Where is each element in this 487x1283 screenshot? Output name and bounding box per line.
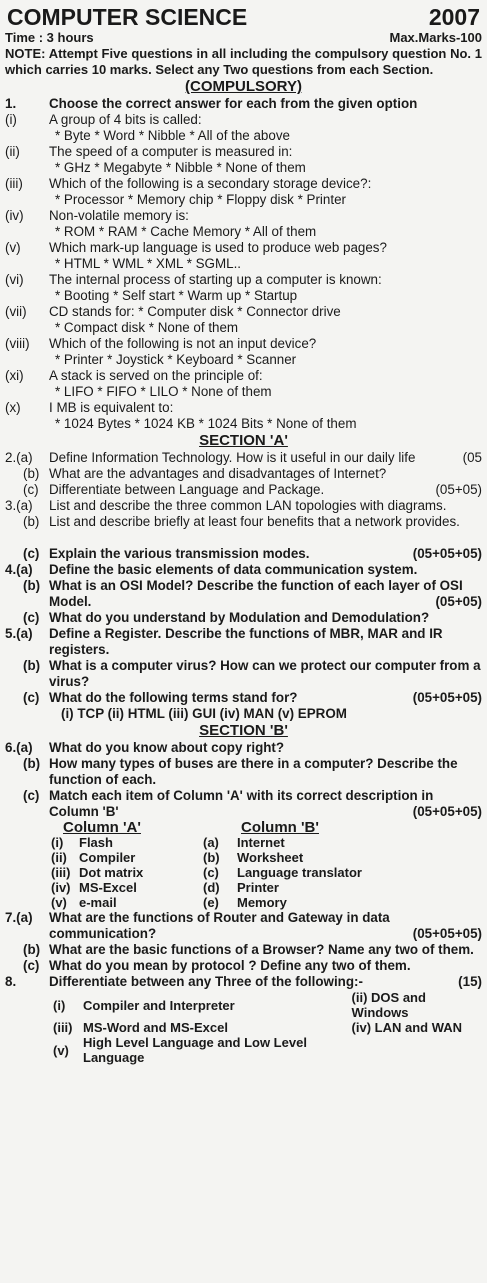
column-b-item: Printer	[237, 880, 279, 895]
question-number: (c)	[23, 788, 40, 803]
column-a-item: Compiler	[79, 850, 136, 865]
mcq-item	[5, 112, 482, 128]
question-text	[49, 974, 482, 990]
marks: (05+05+05)	[412, 926, 482, 941]
max-marks: Max.Marks-100	[389, 30, 482, 45]
item-text-2	[352, 1035, 482, 1065]
time-allowed: Time : 3 hours	[5, 30, 94, 45]
question-body: What do the following terms stand for?	[49, 690, 298, 705]
question-3c	[5, 546, 482, 562]
match-row	[49, 880, 364, 895]
column-a-item: Dot matrix	[79, 865, 144, 880]
question-number: 5.(a)	[5, 626, 33, 641]
question-body: Differentiate between any Three of the following:-	[49, 974, 363, 989]
question-number: (c)	[23, 546, 40, 561]
question-text	[49, 482, 482, 498]
question-number: 8.	[5, 974, 17, 989]
header-info	[5, 30, 482, 46]
mcq-options: * Booting * Self start * Warm up * Startup	[55, 288, 298, 303]
mcq-question: I MB is equivalent to:	[49, 400, 174, 415]
mcq-item	[5, 240, 482, 256]
mcq-question: The internal process of starting up a computer is known:	[49, 272, 382, 287]
question-text: Define the basic elements of data communication system.	[49, 562, 418, 577]
column-b-item: Memory	[237, 895, 287, 910]
question-number: (b)	[23, 514, 40, 529]
question-text	[49, 788, 482, 820]
question-number: 1.	[5, 96, 17, 111]
mcq-number: (vi)	[5, 272, 24, 287]
question-number: (c)	[23, 690, 40, 705]
question-number: (c)	[23, 958, 40, 973]
section-a-heading: SECTION 'A'	[199, 432, 288, 449]
instructions-note: NOTE: Attempt Five questions in all including the compulsory question No. 1 which carries 10 marks. Select any Two questions from each Section.	[5, 46, 482, 77]
mcq-options: * LIFO * FIFO * LILO * None of them	[55, 384, 272, 399]
column-b-number: (b)	[203, 850, 220, 865]
column-b-number: (c)	[203, 865, 219, 880]
mcq-options: * HTML * WML * XML * SGML..	[55, 256, 242, 271]
question-text: What are the basic functions of a Browser? Name any two of them.	[49, 942, 474, 957]
mcq-number: (ii)	[5, 144, 20, 159]
mcq-question: Non-volatile memory is:	[49, 208, 189, 223]
question-body: Differentiate between Language and Package.	[49, 482, 325, 497]
question-5c-terms: (i) TCP (ii) HTML (iii) GUI (iv) MAN (v) EPROM	[61, 706, 347, 721]
mcq-number: (v)	[5, 240, 21, 255]
marks: (05+05)	[435, 594, 482, 609]
column-b-heading: Column 'B'	[241, 819, 319, 836]
question-number: (b)	[23, 942, 41, 957]
column-b-item: Worksheet	[237, 850, 304, 865]
exam-year: 2007	[428, 4, 480, 30]
question-1	[5, 96, 482, 112]
column-a-heading: Column 'A'	[63, 819, 141, 836]
mcq-options: * Printer * Joystick * Keyboard * Scanner	[55, 352, 297, 367]
mcq-question: The speed of a computer is measured in:	[49, 144, 293, 159]
mcq-options: * Byte * Word * Nibble * All of the above	[55, 128, 290, 143]
question-4b	[5, 578, 482, 610]
question-6b	[5, 756, 482, 788]
question-number: 3.(a)	[5, 498, 33, 513]
question-6a	[5, 740, 482, 756]
differentiate-rows	[53, 990, 482, 1065]
item-number: (v)	[53, 1042, 69, 1058]
question-text: What is a computer virus? How can we protect our computer from a virus?	[49, 658, 481, 689]
question-2a	[5, 450, 482, 466]
mcq-question: CD stands for: * Computer disk * Connector drive	[49, 304, 341, 319]
compulsory-heading: (COMPULSORY)	[185, 78, 302, 95]
mcq-question: A stack is served on the principle of:	[49, 368, 263, 383]
mcq-item	[5, 336, 482, 352]
mcq-number: (xi)	[5, 368, 24, 383]
question-body: Define Information Technology. How is it useful in our daily life	[49, 450, 416, 465]
differentiate-list	[53, 990, 482, 1065]
question-text: List and describe the three common LAN topologies with diagrams.	[49, 498, 447, 513]
marks: (05+05)	[435, 482, 482, 497]
mcq-item	[5, 304, 482, 320]
item-number: (iii)	[53, 1020, 73, 1035]
column-b-number: (d)	[203, 880, 220, 895]
item-text: High Level Language and Low Level Language	[83, 1035, 307, 1065]
question-text: Define a Register. Describe the functions of MBR, MAR and IR registers.	[49, 626, 443, 657]
question-7b	[5, 942, 482, 958]
question-body: What is an OSI Model? Describe the function of each layer of OSI Model.	[49, 578, 463, 609]
question-2c	[5, 482, 482, 498]
question-text: Choose the correct answer for each from the given option	[49, 96, 418, 111]
mcq-question: A group of 4 bits is called:	[49, 112, 202, 127]
marks: (05+05+05)	[412, 804, 482, 819]
mcq-item	[5, 400, 482, 416]
mcq-options: * Compact disk * None of them	[55, 320, 239, 335]
question-text: What are the advantages and disadvantages of Internet?	[49, 466, 387, 481]
mcq-number: (iv)	[5, 208, 24, 223]
question-3b	[5, 514, 482, 530]
question-5b	[5, 658, 482, 690]
question-text	[49, 450, 482, 466]
section-b-heading: SECTION 'B'	[199, 722, 288, 739]
question-4c	[5, 610, 482, 626]
differentiate-row	[53, 990, 482, 1020]
question-7c	[5, 958, 482, 974]
mcq-options: * 1024 Bytes * 1024 KB * 1024 Bits * None of them	[55, 416, 357, 431]
mcq-options: * GHz * Megabyte * Nibble * None of them	[55, 160, 306, 175]
subject-title: COMPUTER SCIENCE	[7, 4, 248, 30]
mcq-options: * ROM * RAM * Cache Memory * All of them	[55, 224, 317, 239]
item-text: Compiler and Interpreter	[83, 997, 235, 1013]
item-number: (i)	[53, 997, 66, 1013]
question-body: Match each item of Column 'A' with its correct description in Column 'B'	[49, 788, 434, 819]
item-text-2: (iv) LAN and WAN	[351, 1020, 463, 1035]
differentiate-row	[53, 1035, 482, 1065]
question-4a	[5, 562, 482, 578]
column-a-item: Flash	[79, 835, 113, 850]
question-number: (b)	[23, 756, 41, 771]
header	[7, 4, 480, 30]
question-3a	[5, 498, 482, 514]
question-number: (c)	[23, 482, 39, 497]
item-text-2: (ii) DOS and Windows	[351, 990, 426, 1020]
column-b-number: (e)	[203, 895, 219, 910]
question-number: 7.(a)	[5, 910, 33, 925]
mcq-list	[5, 112, 482, 432]
question-text	[49, 546, 482, 562]
question-text	[49, 690, 482, 706]
question-text	[49, 578, 482, 610]
question-text: What do you understand by Modulation and Demodulation?	[49, 610, 430, 625]
mcq-options: * Processor * Memory chip * Floppy disk * Printer	[55, 192, 346, 207]
question-8	[5, 974, 482, 990]
mcq-item	[5, 368, 482, 384]
match-row	[49, 895, 364, 910]
column-a-item: e-mail	[79, 895, 117, 910]
match-row	[49, 850, 364, 865]
mcq-question: Which of the following is a secondary storage device?:	[49, 176, 372, 191]
marks: (05	[462, 450, 482, 465]
question-text: How many types of buses are there in a computer? Describe the function of each.	[49, 756, 458, 787]
marks: (15)	[458, 974, 482, 989]
mcq-number: (vii)	[5, 304, 27, 319]
question-number: (b)	[23, 658, 41, 673]
mcq-item	[5, 208, 482, 224]
column-b-item: Language translator	[237, 865, 362, 880]
mcq-question: Which of the following is not an input device?	[49, 336, 317, 351]
column-a-number: (v)	[51, 895, 67, 910]
column-a-number: (ii)	[51, 850, 67, 865]
column-a-item: MS-Excel	[79, 880, 137, 895]
mcq-number: (viii)	[5, 336, 30, 351]
mcq-question: Which mark-up language is used to produce web pages?	[49, 240, 387, 255]
mcq-item	[5, 272, 482, 288]
question-text: What do you know about copy right?	[49, 740, 285, 755]
question-5a	[5, 626, 482, 658]
question-number: (b)	[23, 466, 40, 481]
column-a-number: (i)	[51, 835, 64, 850]
match-row	[49, 835, 364, 850]
column-b-number: (a)	[203, 835, 219, 850]
marks: (05+05+05)	[412, 546, 482, 561]
mcq-number: (x)	[5, 400, 21, 415]
question-7a	[5, 910, 482, 942]
match-rows	[49, 835, 364, 910]
question-text: What do you mean by protocol ? Define any two of them.	[49, 958, 411, 973]
question-number: (b)	[23, 578, 41, 593]
mcq-item	[5, 144, 482, 160]
item-text: MS-Word and MS-Excel	[83, 1020, 228, 1035]
mcq-item	[5, 176, 482, 192]
question-2b	[5, 466, 482, 482]
differentiate-row	[53, 1020, 482, 1035]
marks: (05+05+05)	[412, 690, 482, 705]
question-number: 6.(a)	[5, 740, 33, 755]
column-a-number: (iv)	[51, 880, 71, 895]
mcq-number: (iii)	[5, 176, 23, 191]
column-a-number: (iii)	[51, 865, 71, 880]
question-body: What are the functions of Router and Gateway in data communication?	[49, 910, 390, 941]
column-b-item: Internet	[237, 835, 285, 850]
question-number: (c)	[23, 610, 40, 625]
question-number: 2.(a)	[5, 450, 33, 465]
question-5c	[5, 690, 482, 706]
question-text: List and describe briefly at least four benefits that a network provides.	[49, 514, 460, 529]
question-number: 4.(a)	[5, 562, 33, 577]
question-6c	[5, 788, 482, 820]
mcq-number: (i)	[5, 112, 17, 127]
question-body: Explain the various transmission modes.	[49, 546, 310, 561]
match-row	[49, 865, 364, 880]
match-table	[49, 820, 364, 910]
question-text	[49, 910, 482, 942]
